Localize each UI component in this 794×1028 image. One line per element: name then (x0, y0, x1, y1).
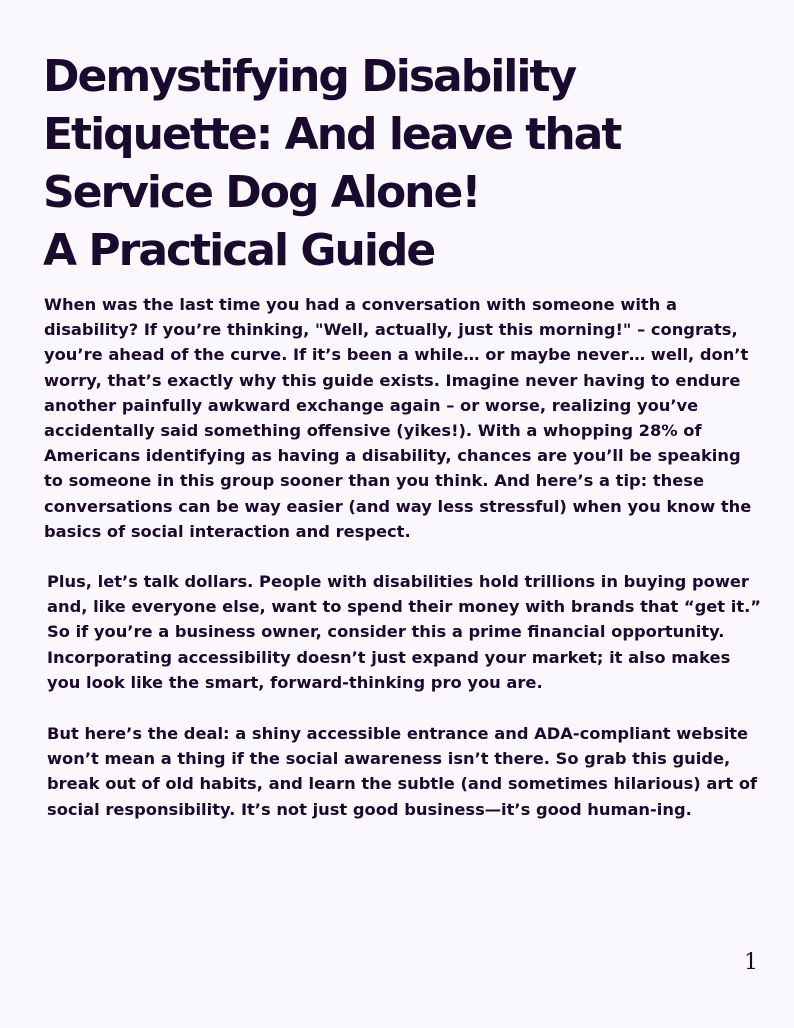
page-title (43, 48, 763, 280)
text-line: to someone in this group sooner than you think. And here’s a tip: these (44, 471, 705, 491)
text-line: and, like everyone else, want to spend their money with brands that “get it.” (47, 597, 761, 617)
text-line: So if you’re a business owner, consider this a prime financial opportunity. (47, 622, 725, 642)
text-line: basics of social interaction and respect. (44, 521, 411, 541)
text-line: Incorporating accessibility doesn’t just expand your market; it also makes (47, 647, 731, 667)
text-line: you look like the smart, forward-thinking pro you are. (47, 672, 543, 692)
title-line: Demystifying Disability (43, 51, 576, 102)
closing-paragraph (47, 721, 757, 822)
title-line: Service Dog Alone! (43, 167, 480, 218)
title-line: Etiquette: And leave that (43, 109, 621, 160)
text-line: disability? If you’re thinking, "Well, actually, just this morning!" – congrats, (44, 320, 738, 340)
page-number: 1 (744, 950, 758, 975)
text-line: won’t mean a thing if the social awareness isn’t there. So grab this guide, (47, 749, 731, 769)
text-line: Americans identifying as having a disability, chances are you’ll be speaking (44, 446, 741, 466)
text-line: accidentally said something offensive (yikes!). With a whopping 28% of (44, 421, 702, 441)
title-line: A Practical Guide (43, 225, 435, 276)
text-line: break out of old habits, and learn the subtle (and sometimes hilarious) art of (47, 774, 758, 794)
intro-paragraph (44, 292, 751, 544)
text-line: worry, that’s exactly why this guide exists. Imagine never having to endure (44, 370, 741, 390)
text-line: social responsibility. It’s not just good business—it’s good human-ing. (47, 799, 692, 819)
text-line: you’re ahead of the curve. If it’s been a while… or maybe never… well, don’t (44, 345, 749, 365)
business-paragraph (47, 569, 761, 695)
text-line: But here’s the deal: a shiny accessible entrance and ADA-compliant website (47, 724, 749, 743)
text-line: When was the last time you had a conversation with someone with a (44, 295, 677, 314)
text-line: Plus, let’s talk dollars. People with disabilities hold trillions in buying power (47, 572, 749, 591)
text-line: another painfully awkward exchange again – or worse, realizing you’ve (44, 395, 699, 415)
text-line: conversations can be way easier (and way less stressful) when you know the (44, 496, 752, 516)
